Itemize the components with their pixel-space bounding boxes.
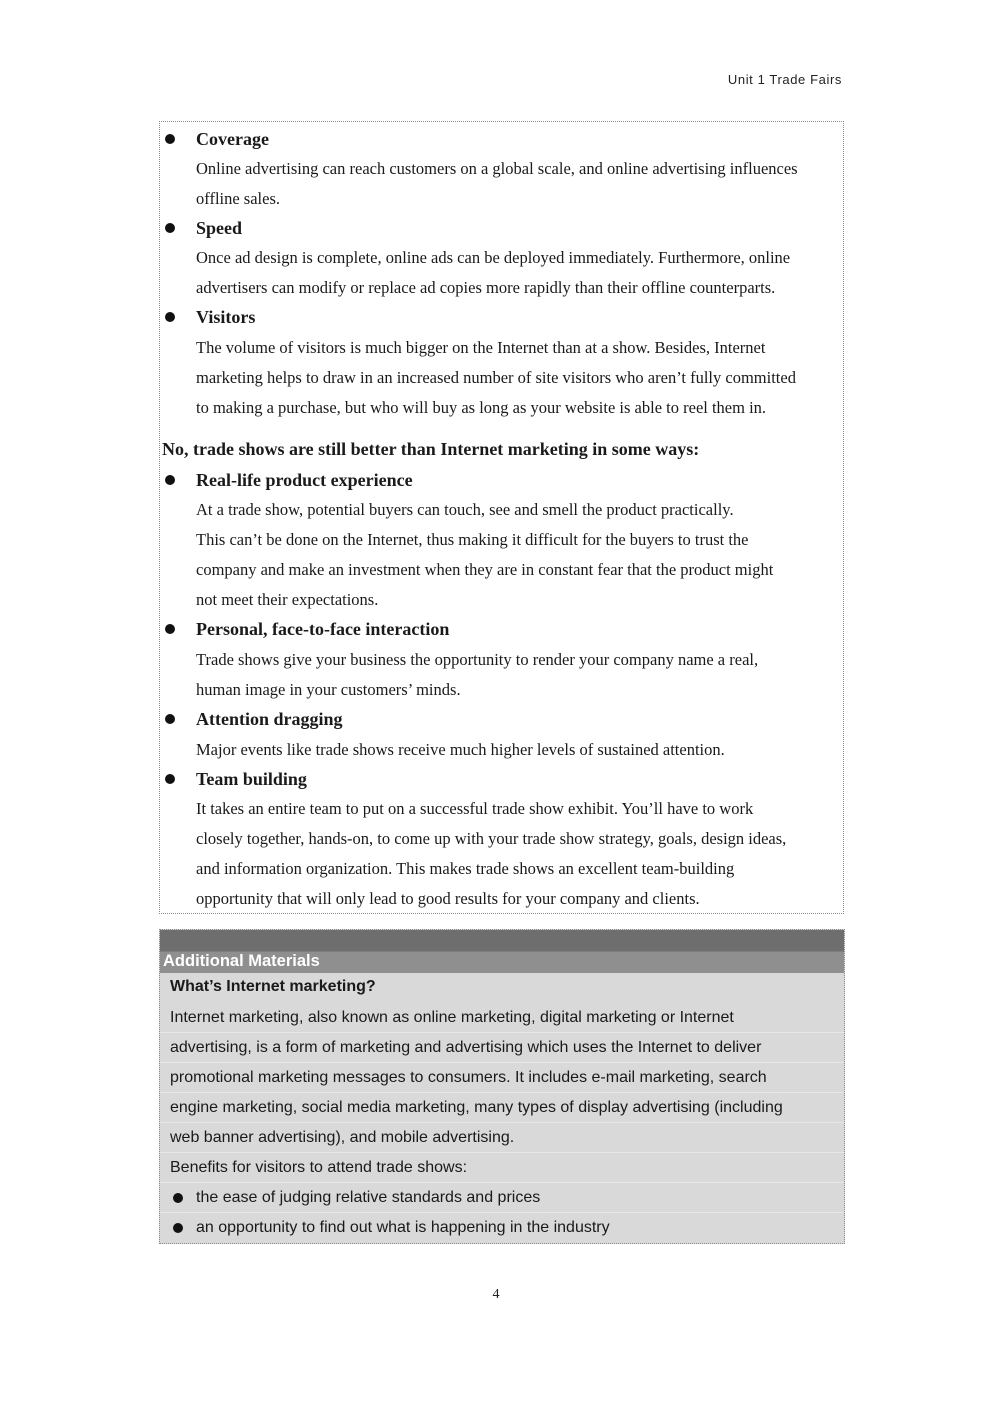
bullet-icon	[165, 312, 175, 322]
body-line: advertisers can modify or replace ad copies more rapidly than their offline counterparts.	[196, 278, 776, 297]
benefit-text: the ease of judging relative standards and prices	[196, 1189, 541, 1206]
body-line: At a trade show, potential buyers can touch, see and smell the product practically.	[196, 500, 734, 519]
body-line: This can’t be done on the Internet, thus making it difficult for the buyers to trust the	[196, 530, 749, 549]
bullet-icon	[165, 134, 175, 144]
entry-body	[196, 495, 841, 615]
bullet-icon	[173, 1223, 183, 1233]
bullet-icon	[165, 774, 175, 784]
paragraph-line	[160, 1063, 844, 1093]
benefits-intro-line	[160, 1153, 844, 1183]
additional-materials-box	[159, 929, 845, 1244]
body-line: company and make an investment when they are in constant fear that the product might	[196, 560, 774, 579]
entry-title: Real-life product experience	[196, 470, 413, 490]
paragraph-line	[160, 1003, 844, 1033]
main-content-box	[159, 121, 844, 914]
entry-title: Coverage	[196, 129, 269, 149]
paragraph-text: Internet marketing, also known as online marketing, digital marketing or Internet	[170, 1009, 734, 1026]
additional-materials-header-bar	[160, 930, 844, 973]
body-line: marketing helps to draw in an increased number of site visitors who aren’t fully committed	[196, 368, 796, 387]
paragraph-line	[160, 1093, 844, 1123]
entry-body	[196, 794, 841, 914]
body-line: The volume of visitors is much bigger on the Internet than at a show. Besides, Internet	[196, 338, 766, 357]
benefit-item	[160, 1183, 844, 1213]
body-line: and information organization. This makes trade shows an excellent team-building	[196, 859, 735, 878]
entry-title: Attention dragging	[196, 709, 343, 729]
entry-title: Personal, face-to-face interaction	[196, 619, 450, 639]
body-line: Online advertising can reach customers on a global scale, and online advertising influences	[196, 159, 798, 178]
body-line: offline sales.	[196, 189, 281, 208]
entry-body	[196, 645, 841, 705]
paragraph-text: advertising, is a form of marketing and advertising which uses the Internet to deliver	[170, 1039, 762, 1056]
body-line: human image in your customers’ minds.	[196, 680, 461, 699]
benefit-text: an opportunity to find out what is happening in the industry	[196, 1219, 610, 1236]
body-line: Major events like trade shows receive much higher levels of sustained attention.	[196, 740, 725, 759]
entry-title: Speed	[196, 218, 243, 238]
entry-body	[196, 154, 841, 214]
body-line: to making a purchase, but who will buy as long as your website is able to reel them in.	[196, 398, 767, 417]
body-line: Once ad design is complete, online ads can be deployed immediately. Furthermore, online	[196, 248, 791, 267]
bullet-icon	[165, 475, 175, 485]
page-number: 4	[492, 1287, 500, 1302]
paragraph-line	[160, 1033, 844, 1063]
body-line: It takes an entire team to put on a successful trade show exhibit. You’ll have to work	[196, 799, 754, 818]
bullet-icon	[165, 624, 175, 634]
benefit-item	[160, 1213, 844, 1243]
paragraph-line	[160, 1123, 844, 1153]
additional-materials-title: Additional Materials	[163, 952, 320, 970]
entry-title: Team building	[196, 769, 307, 789]
bullet-icon	[173, 1193, 183, 1203]
body-line: Trade shows give your business the opportunity to render your company name a real,	[196, 650, 759, 669]
additional-subtitle: What’s Internet marketing?	[170, 978, 376, 995]
body-line: not meet their expectations.	[196, 590, 379, 609]
running-header: Unit 1 Trade Fairs	[727, 72, 842, 87]
entry-title: Visitors	[196, 307, 256, 327]
bullet-icon	[165, 223, 175, 233]
paragraph-text: web banner advertising), and mobile advertising.	[170, 1129, 515, 1146]
body-line: closely together, hands-on, to come up with your trade show strategy, goals, design ideas,	[196, 829, 787, 848]
entry-body	[196, 243, 841, 303]
entry-body	[196, 735, 841, 765]
entry-body	[196, 333, 841, 423]
bullet-icon	[165, 714, 175, 724]
body-line: opportunity that will only lead to good results for your company and clients.	[196, 889, 700, 908]
benefits-intro: Benefits for visitors to attend trade shows:	[170, 1159, 468, 1176]
paragraph-text: engine marketing, social media marketing, many types of display advertising (including	[170, 1099, 783, 1116]
section-heading: No, trade shows are still better than Internet marketing in some ways:	[162, 439, 700, 459]
paragraph-text: promotional marketing messages to consumers. It includes e-mail marketing, search	[170, 1069, 767, 1086]
